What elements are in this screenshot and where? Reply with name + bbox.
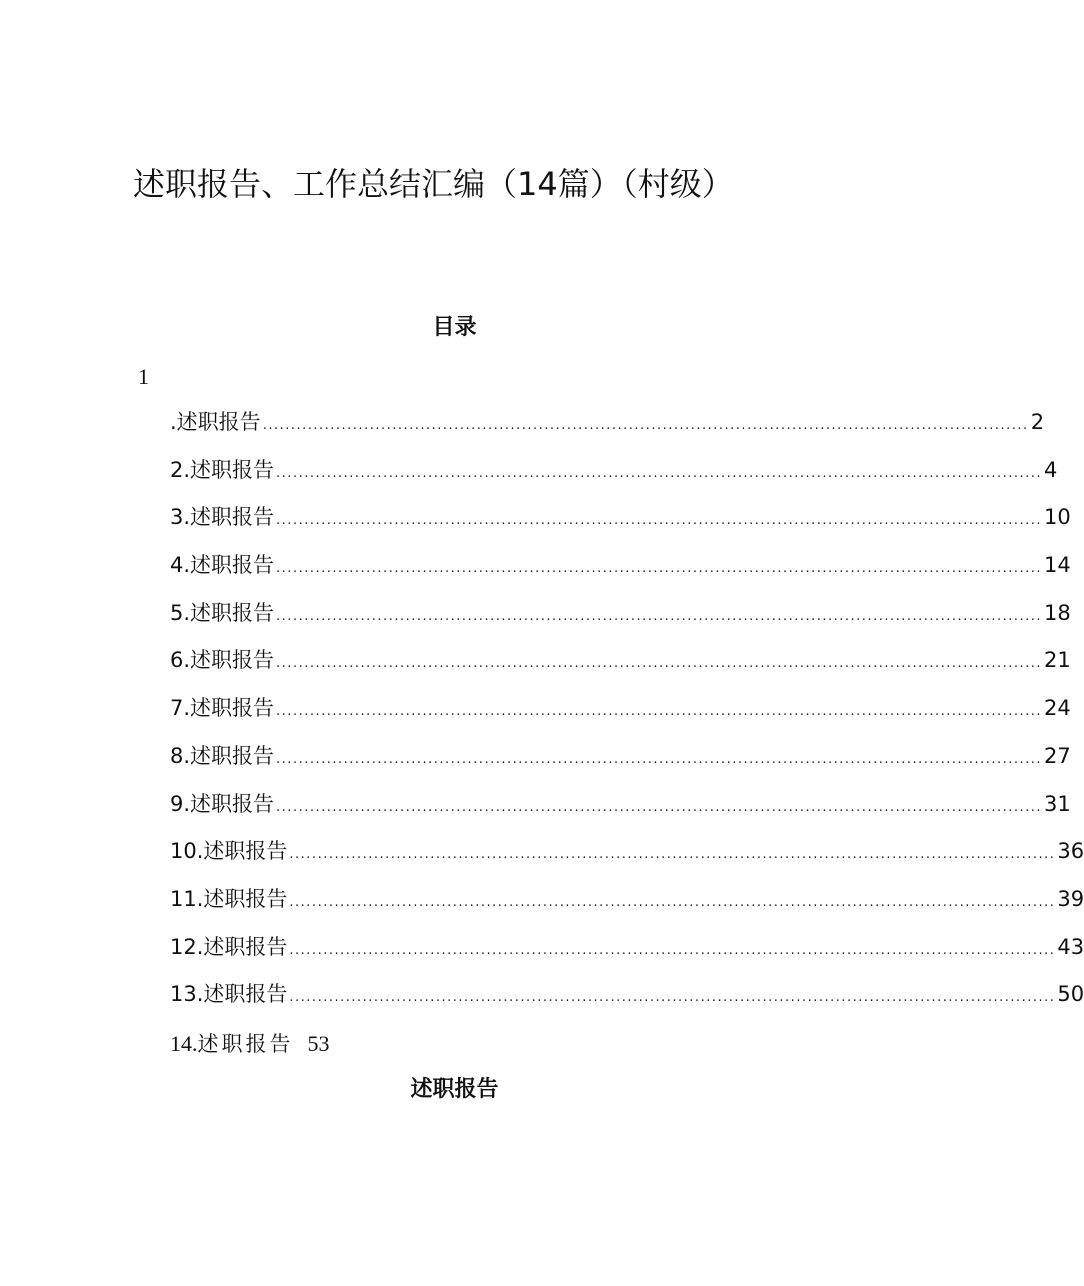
toc-entry-label: 5.述职报告	[170, 600, 275, 625]
toc-entry-label: 13.述职报告	[170, 982, 288, 1007]
toc-entry[interactable]	[170, 499, 1071, 547]
toc-dot-leader: ........................................................................................................................................	[289, 990, 1056, 1006]
toc-dot-leader: ........................................................................................................................................	[289, 894, 1056, 910]
toc-entry-label: 8.述职报告	[170, 743, 275, 768]
table-of-contents	[170, 404, 1084, 1024]
toc-dot-leader: ........................................................................................................................................	[276, 608, 1043, 624]
toc-entry-label: 7.述职报告	[170, 696, 275, 721]
toc-entry[interactable]	[170, 976, 1084, 1024]
toc-dot-leader: ........................................................................................................................................	[289, 847, 1056, 863]
toc-entry[interactable]	[170, 929, 1084, 977]
toc-entry[interactable]	[170, 452, 1058, 500]
toc-entry-page: 27	[1044, 743, 1071, 768]
toc-dot-leader: ........................................................................................................................................	[276, 704, 1043, 720]
toc-entry-page: 4	[1044, 457, 1058, 482]
toc-entry[interactable]	[170, 833, 1084, 881]
toc-entry-page: 24	[1044, 696, 1071, 721]
toc-entry-page: 10	[1044, 505, 1071, 530]
toc-entry[interactable]	[170, 547, 1071, 595]
toc-entry-last[interactable]	[170, 1028, 330, 1060]
toc-entry-label: 4.述职报告	[170, 553, 275, 578]
toc-entry[interactable]	[170, 786, 1071, 834]
toc-dot-leader: ........................................................................................................................................	[289, 942, 1056, 958]
toc-entry-page: 31	[1044, 791, 1071, 816]
toc-entry-page: 53	[307, 1031, 330, 1056]
toc-entry-page: 39	[1057, 886, 1084, 911]
toc-dot-leader: ........................................................................................................................................	[276, 561, 1043, 577]
document-title: 述职报告、工作总结汇编（14篇）（村级）	[133, 165, 734, 203]
toc-heading: 目录	[432, 314, 477, 340]
toc-entry-label: 述职报告	[197, 1032, 294, 1056]
toc-entry-number: 14.	[170, 1031, 198, 1056]
toc-entry[interactable]	[170, 690, 1071, 738]
toc-dot-leader: ........................................................................................................................................	[276, 656, 1043, 672]
toc-entry-page: 43	[1057, 934, 1084, 959]
toc-dot-leader: ........................................................................................................................................	[276, 513, 1043, 529]
toc-entry-page: 21	[1044, 648, 1071, 673]
toc-entry[interactable]	[170, 595, 1071, 643]
toc-entry-label: 9.述职报告	[170, 791, 275, 816]
toc-entry-page: 50	[1057, 982, 1084, 1007]
toc-entry-page: 2	[1030, 410, 1045, 434]
toc-entry-label: 11.述职报告	[170, 886, 288, 911]
toc-entry-page: 36	[1057, 839, 1084, 864]
toc-dot-leader: ........................................................................................................................................	[276, 465, 1043, 481]
toc-entry-page: 18	[1044, 600, 1071, 625]
section-heading: 述职报告	[410, 1076, 499, 1102]
toc-dot-leader: ........................................................................................................................................	[276, 799, 1043, 815]
toc-entry-label: 3.述职报告	[170, 505, 275, 530]
toc-dot-leader: ........................................................................................................................................	[276, 751, 1043, 767]
toc-entry-label: 2.述职报告	[170, 457, 275, 482]
toc-entry-label: 10.述职报告	[170, 839, 288, 864]
toc-entry-page: 14	[1044, 553, 1071, 578]
toc-entry[interactable]	[170, 881, 1084, 929]
toc-entry-label: .述职报告	[170, 410, 261, 434]
toc-dot-leader: ........................................................................................................................................	[262, 418, 1029, 433]
toc-orphan-number: 1	[138, 364, 149, 389]
toc-entry-label: 12.述职报告	[170, 934, 288, 959]
toc-entry[interactable]	[170, 404, 1045, 452]
toc-entry[interactable]	[170, 738, 1071, 786]
toc-entry-label: 6.述职报告	[170, 648, 275, 673]
toc-entry[interactable]	[170, 642, 1071, 690]
